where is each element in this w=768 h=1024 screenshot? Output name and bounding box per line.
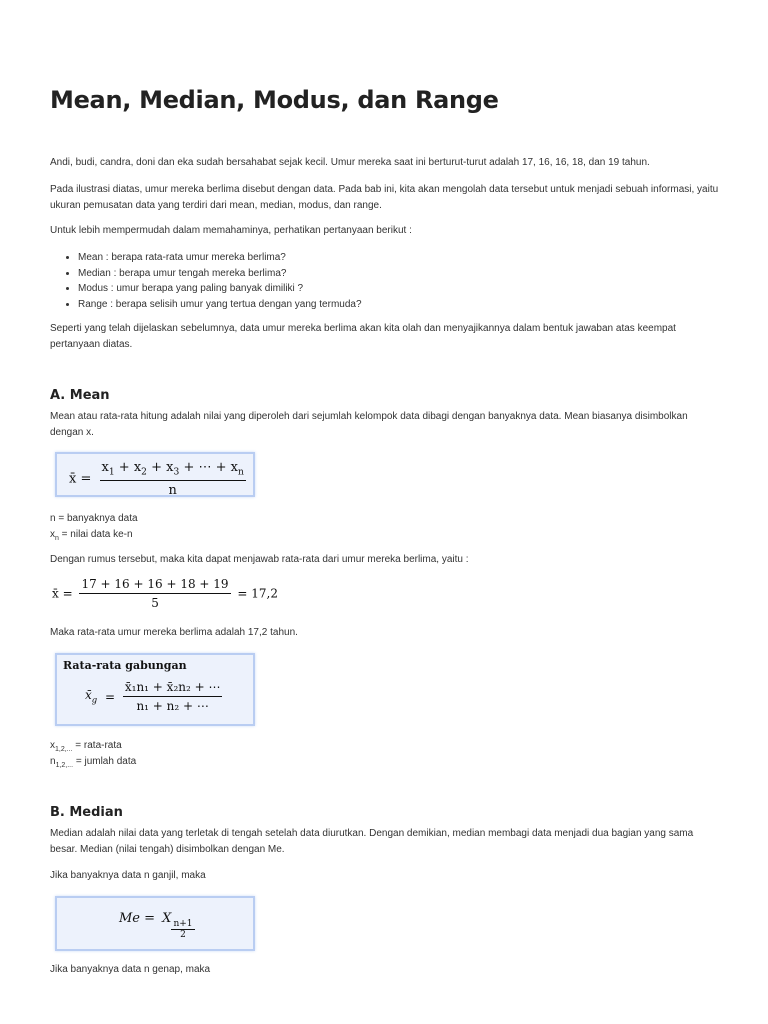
- mean-example-fraction: $\frac{17 + 16 + 16 + 18 + 19}{5}$: [81, 577, 229, 610]
- combined-mean-formula: $x̄_g$ = $\frac{\text{x̄₁n₁ + x̄₂n₂ + ⋯}}{\text{n₁ + n₂ + ⋯}}$: [85, 680, 221, 713]
- section-heading-median: B. Median: [50, 805, 123, 820]
- combined-mean-box: [55, 653, 255, 726]
- median-odd-formula: Me = X $\frac{n+1}{2}$: [119, 911, 193, 940]
- mean-formula-box: [55, 452, 255, 497]
- question-list: [50, 250, 362, 312]
- definition-x12: $x_{1,2,...}$ = rata-rata: [50, 740, 122, 753]
- list-item: • Mean : berapa rata-rata umur mereka berlima?: [78, 250, 362, 266]
- page-title: Mean, Median, Modus, dan Range: [50, 86, 499, 114]
- section-heading-mean: A. Mean: [50, 388, 110, 403]
- definition-xn: $x_n$ = nilai data ke-n: [50, 529, 133, 542]
- example-intro: Dengan rumus tersebut, maka kita dapat menjawab rata-rata dari umur mereka berlima, yaitu :: [50, 554, 469, 565]
- median-subscript-fraction: $\frac{n+1}{2}$: [173, 919, 193, 940]
- list-item: • Modus : umur berapa yang paling banyak dimiliki ?: [78, 281, 362, 297]
- mean-example-formula: x̄ = $\frac{17 + 16 + 16 + 18 + 19}{5}$ = 17,2: [52, 577, 278, 610]
- median-even-intro: Jika banyaknya data n genap, maka: [50, 964, 211, 975]
- mean-formula-fraction: $x_1 + x_2 + x_3$ + ⋯ + $x_n$ n: [101, 460, 244, 498]
- combined-mean-title: Rata-rata gabungan: [63, 659, 187, 672]
- mean-description: Mean atau rata-rata hitung adalah nilai yang diperoleh dari sejumlah kelompok data dibagi dengan banyaknya data. Mean biasanya disimbolkan dengan x.: [50, 411, 688, 438]
- intro-paragraph-2: Pada ilustrasi diatas, umur mereka berlima disebut dengan data. Pada bab ini, kita akan mengolah data tersebut untuk menjadi sebuah informasi, yaitu ukuran pemusatan data yang terdiri dari mean, median, modus, dan range.: [50, 184, 719, 211]
- list-item: • Range : berapa selisih umur yang tertua dengan yang termuda?: [78, 297, 362, 313]
- intro-paragraph-4: Seperti yang telah dijelaskan sebelumnya, data umur mereka berlima akan kita olah dan menyajikannya dalam bentuk jawaban atas keempat pertanyaan diatas.: [50, 323, 676, 350]
- median-odd-formula-box: [55, 896, 255, 951]
- intro-paragraph-3: Untuk lebih mempermudah dalam memahaminya, perhatikan pertanyaan berikut :: [50, 225, 412, 236]
- combined-mean-fraction: $\frac{\text{x̄₁n₁ + x̄₂n₂ + ⋯}}{\text{n₁ + n₂ + ⋯}}$: [124, 680, 221, 713]
- mean-conclusion: Maka rata-rata umur mereka berlima adalah 17,2 tahun.: [50, 627, 298, 638]
- definition-n: n = banyaknya data: [50, 513, 138, 524]
- median-description: Median adalah nilai data yang terletak di tengah setelah data diurutkan. Dengan demikian, median membagi data menjadi dua bagian yang sama besar. Median (nilai tengah) disimbolkan dengan Me.: [50, 828, 694, 855]
- definition-n12: $n_{1,2,...}$ = jumlah data: [50, 756, 137, 769]
- median-odd-intro: Jika banyaknya data n ganjil, maka: [50, 870, 206, 881]
- intro-paragraph-1: Andi, budi, candra, doni dan eka sudah bersahabat sejak kecil. Umur mereka saat ini berturut-turut adalah 17, 16, 16, 18, dan 19 tahun.: [50, 157, 650, 168]
- list-item: • Median : berapa umur tengah mereka berlima?: [78, 266, 362, 282]
- mean-formula: x̄ = $x_1 + x_2 + x_3$ + ⋯ + $x_n$ n: [69, 460, 244, 498]
